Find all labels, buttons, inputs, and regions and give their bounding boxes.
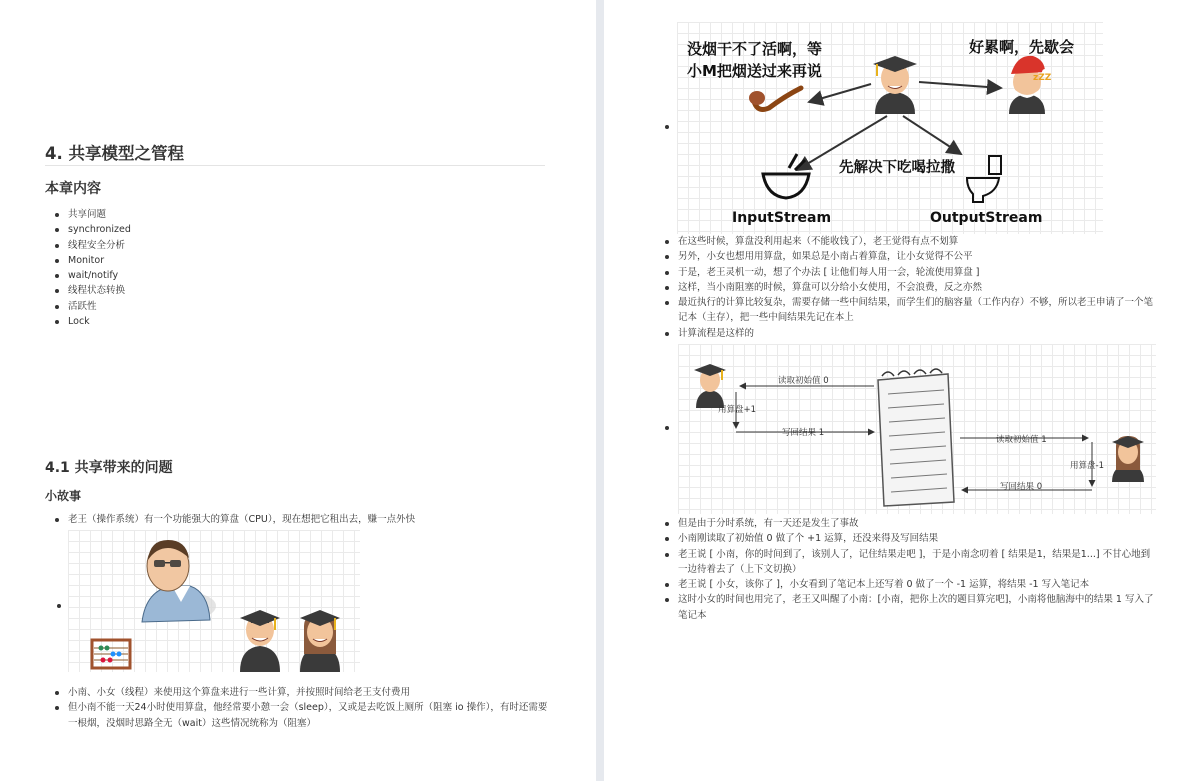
story-item: 小南、小女（线程）来使用这个算盘来进行一些计算，并按照时间给老王支付费用 — [68, 685, 548, 700]
speech-left-line1: 没烟干不了活啊，等 — [687, 40, 823, 58]
calc-left-label: 用算盘+1 — [718, 405, 757, 415]
toc-list — [68, 207, 131, 329]
student-boy-icon — [694, 364, 726, 408]
story-item: 这时小女的时间也用完了，老王又叫醒了小南：[小南，把你上次的题目算完吧]，小南将他脑海中的结果 1 写入了笔记本 — [678, 592, 1158, 623]
calculation-flow-diagram — [678, 344, 1156, 514]
story-item: 在这些时候，算盘没利用起来（不能收钱了），老王觉得有点不划算 — [678, 234, 1158, 249]
speech-right: 好累啊，先歇会 — [969, 38, 1075, 56]
story-list-2 — [68, 685, 548, 731]
write-right-label: 写回结果 0 — [1000, 482, 1043, 492]
figure-bullet — [57, 604, 61, 608]
student-icon — [873, 56, 917, 114]
toc-item: 线程状态转换 — [68, 283, 131, 298]
story-list-1 — [68, 512, 548, 527]
toc-item: synchronized — [68, 222, 131, 237]
input-stream-label: InputStream — [732, 210, 832, 226]
right-page — [604, 0, 1178, 781]
story-heading: 小故事 — [45, 489, 82, 503]
toc-item: Monitor — [68, 253, 131, 268]
story-item: 于是，老王灵机一动，想了个办法 [ 让他们每人用一会，轮流使用算盘 ] — [678, 265, 1158, 280]
calc-right-label: 用算盘-1 — [1070, 461, 1104, 471]
boss-students-illustration — [68, 530, 360, 672]
student-boy-icon — [240, 610, 280, 672]
story-list-4 — [678, 516, 1158, 623]
story-item: 老王说 [ 小南，你的时间到了，该别人了，记住结果走吧 ]，于是小南念叨着 [ 结果是1，结果是1...] 不甘心地到一边待着去了（上下文切换） — [678, 547, 1158, 578]
student-girl-icon — [1112, 436, 1144, 482]
toc-item: wait/notify — [68, 268, 131, 283]
story-item: 另外，小女也想用用算盘，如果总是小南占着算盘，让小女觉得不公平 — [678, 249, 1158, 264]
toc-item: 线程安全分析 — [68, 238, 131, 253]
contents-heading: 本章内容 — [45, 181, 101, 197]
toc-item: 共享问题 — [68, 207, 131, 222]
toc-item: Lock — [68, 314, 131, 329]
chapter-title: 4. 共享模型之管程 — [45, 144, 184, 163]
story-item: 但是由于分时系统，有一天还是发生了事故 — [678, 516, 1158, 531]
output-stream-label: OutputStream — [930, 210, 1043, 226]
story-item: 计算流程是这样的 — [678, 326, 1158, 341]
story-list-3 — [678, 234, 1158, 341]
toilet-icon — [967, 156, 1001, 202]
sleeping-student-icon — [1009, 56, 1052, 114]
speech-left-line2: 小M把烟送过来再说 — [687, 62, 822, 80]
page-gutter — [596, 0, 604, 781]
read-left-label: 读取初始值 0 — [778, 376, 829, 386]
blocking-situations-diagram — [677, 22, 1103, 234]
figure-bullet — [665, 426, 669, 430]
title-divider — [45, 165, 545, 166]
figure-bullet — [665, 125, 669, 129]
abacus-icon — [92, 640, 130, 668]
story-item: 这样，当小南阻塞的时候，算盘可以分给小女使用，不会浪费，反之亦然 — [678, 280, 1158, 295]
bowl-icon — [763, 154, 809, 198]
zzz-label: zZZ — [1033, 73, 1052, 83]
middle-label: 先解决下吃喝拉撒 — [839, 160, 955, 176]
boss-icon — [142, 540, 216, 622]
notebook-icon — [878, 369, 954, 506]
student-girl-icon — [300, 610, 340, 672]
toc-item: 活跃性 — [68, 299, 131, 314]
story-item: 最近执行的计算比较复杂，需要存储一些中间结果，而学生们的脑容量（工作内存）不够，所以老王申请了一个笔记本（主存），把一些中间结果先记在本上 — [678, 295, 1158, 326]
story-item: 小南刚读取了初始值 0 做了个 +1 运算，还没来得及写回结果 — [678, 531, 1158, 546]
write-left-label: 写回结果 1 — [782, 428, 825, 438]
section-title: 4.1 共享带来的问题 — [45, 460, 173, 476]
pipe-icon — [749, 88, 801, 110]
story-item: 老王（操作系统）有一个功能强大的算盘（CPU），现在想把它租出去，赚一点外快 — [68, 512, 548, 527]
story-item: 但小南不能一天24小时使用算盘，他经常要小憩一会（sleep），又或是去吃饭上厕所（阻塞 io 操作），有时还需要一根烟，没烟时思路全无（wait）这些情况统称为（阻塞） — [68, 700, 548, 731]
story-item: 老王说 [ 小女，该你了 ]，小女看到了笔记本上还写着 0 做了一个 -1 运算，将结果 -1 写入笔记本 — [678, 577, 1158, 592]
read-right-label: 读取初始值 1 — [996, 435, 1047, 445]
